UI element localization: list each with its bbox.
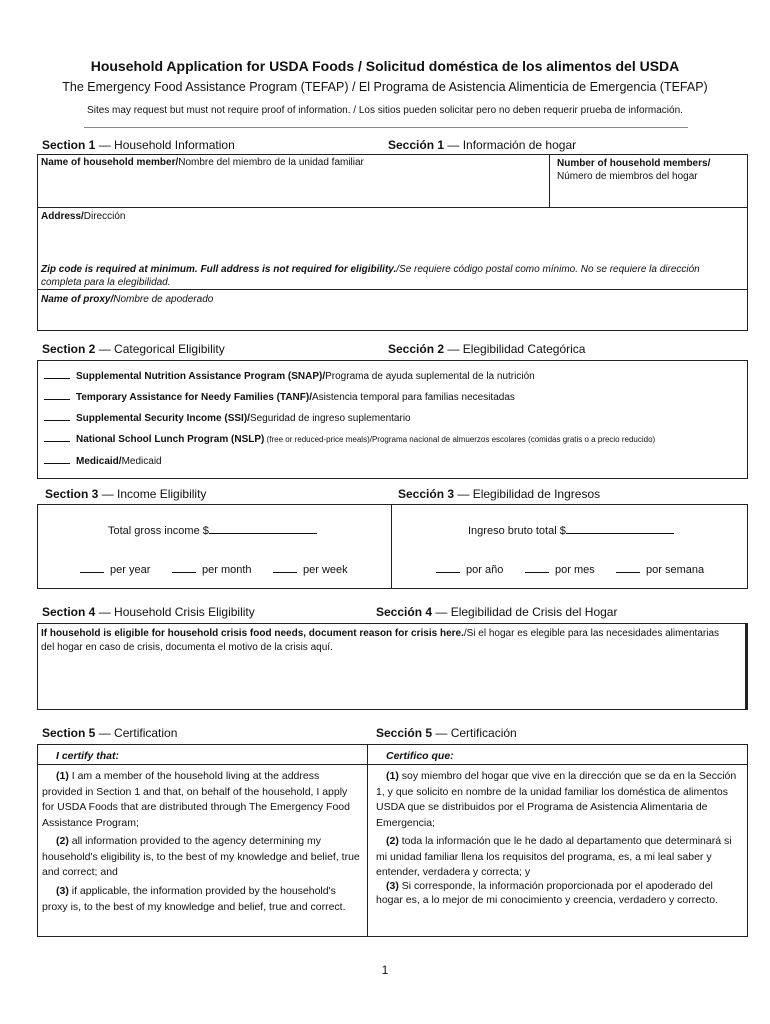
section1-heading-en: Section 1 — Household Information: [42, 138, 235, 152]
snap-blank[interactable]: [44, 370, 70, 379]
section2-heading-es: Sección 2 — Elegibilidad Categórica: [388, 342, 586, 356]
crisis-reason-field[interactable]: If household is eligible for household crisis food needs, document reason for crisis here./Si el hogar es elegible para las necesidades alimentarias del hogar en caso de crisis, documenta el motivo de la crisis aquí.: [41, 628, 720, 653]
cert-es-item-3: (3) Si corresponde, la información proporcionada por el apoderado del hogar es, a lo mejor de mi conocimiento y creencia, verdadero y correcto.: [376, 880, 718, 906]
medicaid-checkbox-item[interactable]: Medicaid/Medicaid: [44, 455, 162, 467]
por-ano-option[interactable]: por año: [436, 563, 503, 576]
ssi-blank[interactable]: [44, 412, 70, 421]
ingreso-bruto-total-field[interactable]: Ingreso bruto total $: [468, 524, 674, 537]
medicaid-blank[interactable]: [44, 455, 70, 464]
cert-en-item-1: (1) I am a member of the household living at the address provided in Section 1 and that, on behalf of the household, I apply for USDA Foods that are distributed through The Emergency Food Assistance Program;: [42, 770, 350, 829]
section3-heading-en: Section 3 — Income Eligibility: [45, 487, 207, 501]
section5-heading-es: Sección 5 — Certificación: [376, 726, 517, 740]
proof-note: Sites may request but must not require proof of information. / Los sitios pueden solicitar pero no deben requerir prueba de información.: [87, 105, 683, 116]
per-month-option[interactable]: per month: [172, 563, 252, 576]
section2-heading-en: Section 2 — Categorical Eligibility: [42, 342, 225, 356]
certify-intro-es: Certifico que:: [386, 750, 454, 762]
household-members-count-field[interactable]: Number of household members/ Número de miembros del hogar: [557, 158, 711, 182]
household-member-name-field[interactable]: Name of household member/Nombre del miembro de la unidad familiar: [41, 157, 364, 168]
tanf-blank[interactable]: [44, 391, 70, 400]
nslp-checkbox-item[interactable]: National School Lunch Program (NSLP) (free or reduced-price meals)/Programa nacional de almuerzos escolares (comidas gratis o a precio reducido): [44, 433, 655, 445]
por-semana-option[interactable]: por semana: [616, 563, 704, 576]
section4-heading-es: Sección 4 — Elegibilidad de Crisis del Hogar: [376, 605, 618, 619]
tanf-checkbox-item[interactable]: Temporary Assistance for Needy Families (TANF)/Asistencia temporal para familias necesitadas: [44, 391, 515, 403]
address-field[interactable]: Address/Dirección: [41, 211, 126, 222]
por-mes-option[interactable]: por mes: [525, 563, 595, 576]
section5-heading-en: Section 5 — Certification: [42, 726, 178, 740]
cert-en-item-3: (3) if applicable, the information provided by the household's proxy is, to the best of my knowledge and belief, true and correct.: [42, 885, 346, 913]
section3-heading-es: Sección 3 — Elegibilidad de Ingresos: [398, 487, 601, 501]
cert-es-item-2: (2) toda la información que le he dado al departamento que determinará si mi unidad familiar llena los requisitos del programa, es, a mi leal saber y entender, verdadera y correcta; y: [376, 835, 732, 878]
section1-heading-es: Sección 1 — Información de hogar: [388, 138, 577, 152]
certify-intro-en: I certify that:: [56, 750, 120, 762]
page-number: 1: [381, 963, 389, 977]
per-year-option[interactable]: per year: [80, 563, 150, 576]
header-rule: [84, 127, 688, 128]
form-title: Household Application for USDA Foods / Solicitud doméstica de los alimentos del USDA: [90, 58, 680, 74]
proxy-name-field[interactable]: Name of proxy/Nombre de apoderado: [41, 294, 214, 305]
total-gross-income-field[interactable]: Total gross income $: [108, 524, 317, 537]
section3-box: [37, 504, 748, 589]
ssi-checkbox-item[interactable]: Supplemental Security Income (SSI)/Seguridad de ingreso suplementario: [44, 412, 411, 424]
nslp-blank[interactable]: [44, 433, 70, 442]
cert-en-item-2: (2) all information provided to the agency determining my household's eligibility is, to the best of my knowledge and belief, true and correct; and: [42, 835, 360, 878]
section4-heading-en: Section 4 — Household Crisis Eligibility: [42, 605, 255, 619]
cert-es-item-1: (1) soy miembro del hogar que vive en la dirección que se da en la Sección 1, y que solicito en nombre de la unidad familiar los doméstica de alimentos USDA que se distribuidos por el Programa de Asistencia Alimentaria de Emergencia;: [376, 770, 737, 829]
snap-checkbox-item[interactable]: Supplemental Nutrition Assistance Program (SNAP)/Programa de ayuda suplemental de la nutrición: [44, 370, 535, 382]
per-week-option[interactable]: per week: [273, 563, 348, 576]
zip-code-note: Zip code is required at minimum. Full address is not required for eligibility./Se requiere código postal como mínimo. No se requiere la dirección completa para la elegibilidad.: [41, 264, 700, 288]
form-subtitle: The Emergency Food Assistance Program (TEFAP) / El Programa de Asistencia Alimenticia de Emergencia (TEFAP): [62, 80, 708, 94]
